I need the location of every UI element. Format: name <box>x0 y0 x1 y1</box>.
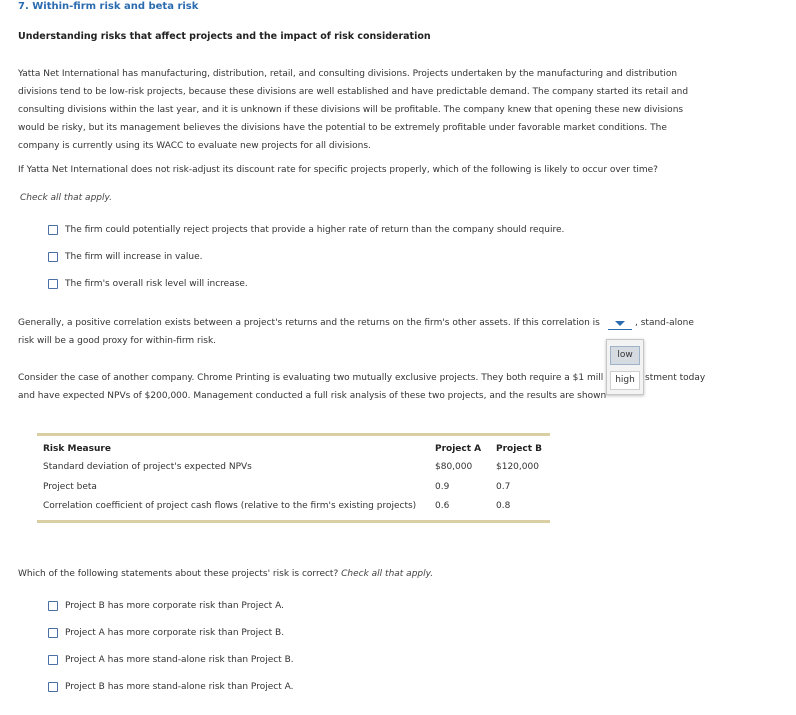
section-title: 7. Within-firm risk and beta risk <box>18 1 199 12</box>
q1-option-risk-increase[interactable] <box>48 277 248 291</box>
chrome-line-1b: stment today <box>645 373 706 383</box>
table-cell-a: 0.9 <box>435 482 450 492</box>
table-cell-b: $120,000 <box>496 462 539 472</box>
checkbox[interactable] <box>48 682 58 692</box>
chrome-line-2: and have expected NPVs of $200,000. Management conducted a full risk analysis of these two projects, and the results are shown <box>18 391 607 401</box>
intro-line: company is currently using its WACC to evaluate new projects for all divisions. <box>18 141 371 151</box>
q2-option-label: Project A has more stand-alone risk than Project B. <box>65 655 294 665</box>
q2-option-label: Project A has more corporate risk than Project B. <box>65 628 285 638</box>
checkbox[interactable] <box>48 279 58 289</box>
intro-line: consulting divisions within the last year, and it is unknown if these divisions will be profitable. The company knew that opening these new divisions <box>18 105 684 115</box>
checkbox[interactable] <box>48 601 58 611</box>
q2-option-a-corporate[interactable] <box>48 626 284 640</box>
q2-option-label: Project B has more corporate risk than Project A. <box>65 601 284 611</box>
fill-sentence-end: , stand-alone <box>635 318 694 328</box>
q1-option-reject-projects[interactable] <box>48 223 564 237</box>
table-cell-measure: Correlation coefficient of project cash flows (relative to the firm's existing projects) <box>43 501 417 511</box>
q2-option-b-standalone[interactable] <box>48 680 293 694</box>
dropdown-option-high[interactable]: high <box>610 371 640 390</box>
q2-option-a-standalone[interactable] <box>48 653 294 667</box>
table-header-measure: Risk Measure <box>43 444 111 454</box>
table-cell-measure: Project beta <box>43 482 97 492</box>
intro-line: divisions tend to be low-risk projects, because these divisions are well established and have predictable demand. The company started its retail and <box>18 87 689 97</box>
section-subtitle: Understanding risks that affect projects and the impact of risk consideration <box>18 31 431 42</box>
checkbox[interactable] <box>48 655 58 665</box>
table-cell-measure: Standard deviation of project's expected NPVs <box>43 462 252 472</box>
dropdown-option-low[interactable]: low <box>610 346 640 365</box>
q1-option-increase-value[interactable] <box>48 250 202 264</box>
q1-option-label: The firm will increase in value. <box>65 252 203 262</box>
table-cell-b: 0.8 <box>496 501 511 511</box>
checkbox[interactable] <box>48 628 58 638</box>
q2-option-label: Project B has more stand-alone risk than Project A. <box>65 682 294 692</box>
table-header-project-b: Project B <box>496 444 543 454</box>
table-cell-b: 0.7 <box>496 482 511 492</box>
chrome-line-1a: Consider the case of another company. Chrome Printing is evaluating two mutually exclusive projects. They both require a $1 mill <box>18 373 604 383</box>
checkbox[interactable] <box>48 225 58 235</box>
fill-sentence-line2: risk will be a good proxy for within-firm risk. <box>18 336 217 346</box>
question-2-text: Which of the following statements about these projects' risk is correct? <box>18 569 339 579</box>
table-header-project-a: Project A <box>435 444 482 454</box>
intro-line: Yatta Net International has manufacturing, distribution, retail, and consulting divisions. Projects undertaken by the manufacturing and distribution <box>18 69 678 79</box>
chevron-down-icon[interactable] <box>615 321 625 326</box>
table-cell-a: $80,000 <box>435 462 473 472</box>
question-1-instruction: Check all that apply. <box>20 193 112 203</box>
table-bottom-rule <box>37 520 550 523</box>
table-top-rule <box>37 433 550 436</box>
q1-option-label: The firm's overall risk level will increase. <box>65 279 248 289</box>
question-1-text: If Yatta Net International does not risk-adjust its discount rate for specific projects properly, which of the following is likely to occur over time? <box>18 165 658 175</box>
dropdown-menu <box>606 339 644 395</box>
q2-option-b-corporate[interactable] <box>48 599 284 613</box>
question-2-instruction: Check all that apply. <box>341 569 434 579</box>
table-cell-a: 0.6 <box>435 501 450 511</box>
q1-option-label: The firm could potentially reject projects that provide a higher rate of return than the company should require. <box>65 225 565 235</box>
intro-paragraph <box>18 65 708 155</box>
question-2 <box>18 569 433 579</box>
checkbox[interactable] <box>48 252 58 262</box>
fill-sentence-start: Generally, a positive correlation exists between a project's returns and the returns on the firm's other assets. If this correlation is <box>18 318 600 328</box>
intro-line: would be risky, but its management believes the divisions have the potential to be extremely profitable under favorable market conditions. The <box>18 123 667 133</box>
